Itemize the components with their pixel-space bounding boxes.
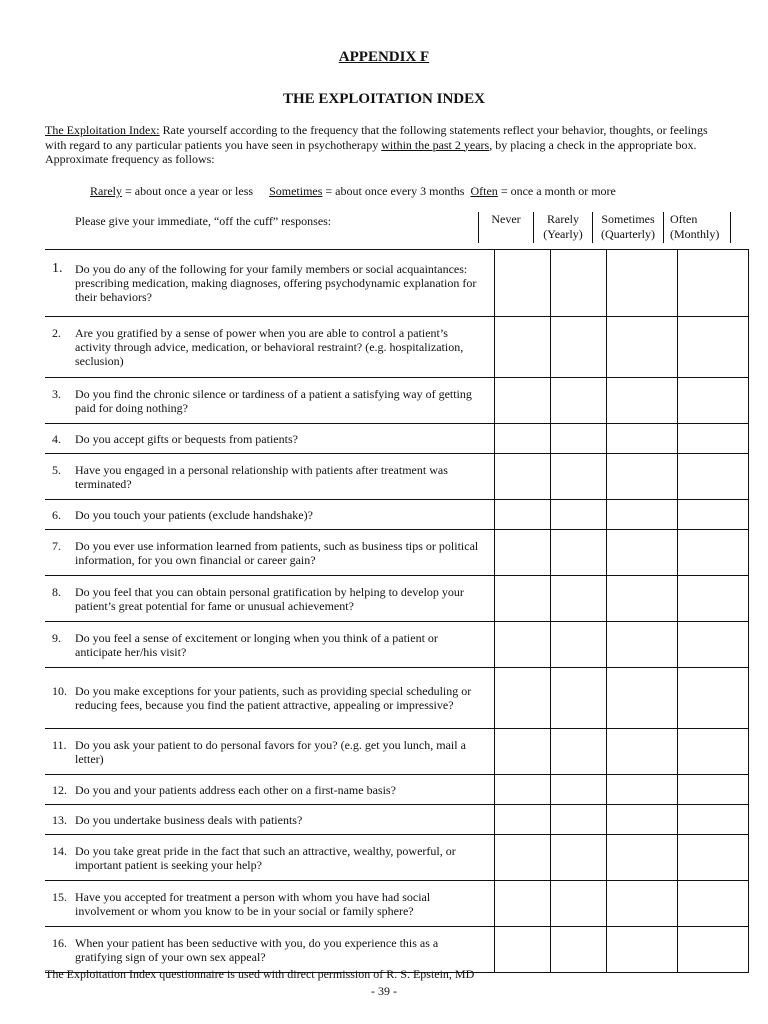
answer-box-sometimes[interactable]: [607, 576, 678, 622]
answer-box-often[interactable]: [678, 775, 749, 805]
answer-box-often[interactable]: [678, 805, 749, 835]
freq-rarely-text: = about once a year or less: [122, 184, 254, 198]
answer-box-rarely[interactable]: [551, 775, 607, 805]
appendix-title: APPENDIX F: [338, 49, 430, 65]
question-text: Do you take great pride in the fact that such an attractive, wealthy, powerful, or important patient is seeking your help?: [75, 843, 456, 872]
question-cell: [45, 622, 495, 668]
question-cell: [45, 775, 495, 805]
answer-box-never[interactable]: [495, 927, 551, 973]
answer-box-never[interactable]: [495, 775, 551, 805]
question-number: 9.: [52, 630, 61, 645]
freq-often-text: = once a month or more: [497, 184, 616, 198]
question-row: [45, 668, 749, 729]
question-cell: [45, 317, 495, 378]
answer-box-never[interactable]: [495, 454, 551, 500]
question-text: Do you make exceptions for your patients, such as providing special scheduling or reducing fees, because you find the patient attractive, appealing or impressive?: [75, 684, 472, 712]
answer-box-often[interactable]: [678, 250, 749, 317]
question-text: Do you ever use information learned from patients, such as business tips or political information, for you own financial or career gain?: [75, 538, 479, 567]
answer-box-never[interactable]: [495, 805, 551, 835]
intro-paragraph: [45, 123, 725, 167]
answer-box-often[interactable]: [678, 668, 749, 729]
header-divider: [730, 212, 731, 243]
answer-box-sometimes[interactable]: [607, 729, 678, 775]
answer-box-often[interactable]: [678, 317, 749, 378]
answer-box-rarely[interactable]: [551, 424, 607, 454]
answer-box-never[interactable]: [495, 729, 551, 775]
question-number: 11.: [52, 737, 67, 752]
question-number: 4.: [52, 431, 61, 446]
answer-box-never[interactable]: [495, 250, 551, 317]
question-number: 6.: [52, 507, 61, 522]
question-number: 5.: [52, 462, 61, 477]
response-prompt: Please give your immediate, “off the cuff” responses:: [75, 214, 332, 228]
question-cell: [45, 881, 495, 927]
question-cell: [45, 530, 495, 576]
answer-box-never[interactable]: [495, 668, 551, 729]
permission-footer: The Exploitation Index questionnaire is used with direct permission of R. S. Epstein, MD: [45, 967, 475, 981]
answer-box-sometimes[interactable]: [607, 775, 678, 805]
intro-text-2: , by placing a check in the appropriate box. Approximate frequency as follows:: [45, 137, 697, 166]
answer-box-often[interactable]: [678, 622, 749, 668]
question-number: 15.: [52, 889, 67, 904]
question-row: [45, 835, 749, 881]
answer-box-never[interactable]: [495, 576, 551, 622]
question-row: [45, 454, 749, 500]
question-row: [45, 317, 749, 378]
freq-sometimes-label: Sometimes: [269, 184, 323, 198]
answer-box-often[interactable]: [678, 454, 749, 500]
answer-box-rarely[interactable]: [551, 927, 607, 973]
question-number: 3.: [52, 386, 61, 401]
question-text: Do you touch your patients (exclude handshake)?: [75, 507, 313, 522]
freq-sometimes-text: = about once every 3 months: [322, 184, 465, 198]
column-header-rarely: Rarely (Yearly): [543, 212, 583, 241]
answer-box-often[interactable]: [678, 576, 749, 622]
question-row: [45, 378, 749, 424]
answer-box-rarely[interactable]: [551, 576, 607, 622]
questionnaire-table: [45, 249, 749, 973]
column-header-never: Never: [491, 212, 521, 226]
question-row: [45, 729, 749, 775]
answer-box-sometimes[interactable]: [607, 835, 678, 881]
answer-box-rarely[interactable]: [551, 378, 607, 424]
question-text: Have you accepted for treatment a person with whom you have had social involvement or whom you know to be in your social or family sphere?: [75, 889, 431, 918]
answer-box-sometimes[interactable]: [607, 378, 678, 424]
intro-label: The Exploitation Index:: [45, 123, 160, 137]
answer-box-often[interactable]: [678, 835, 749, 881]
answer-box-rarely[interactable]: [551, 881, 607, 927]
question-text: Do you feel that you can obtain personal gratification by helping to develop your patient’s great potential for fame or unusual achievement?: [75, 584, 464, 613]
answer-box-sometimes[interactable]: [607, 530, 678, 576]
question-text: Do you undertake business deals with patients?: [75, 812, 303, 827]
answer-box-rarely[interactable]: [551, 250, 607, 317]
intro-underlined: within the past 2 years: [381, 137, 490, 152]
answer-box-often[interactable]: [678, 378, 749, 424]
question-row: [45, 775, 749, 805]
answer-box-never[interactable]: [495, 622, 551, 668]
answer-box-rarely[interactable]: [551, 500, 607, 530]
question-cell: [45, 378, 495, 424]
question-text: Do you accept gifts or bequests from patients?: [75, 431, 298, 446]
question-row: [45, 881, 749, 927]
question-text: Do you ask your patient to do personal favors for you? (e.g. get you lunch, mail a letter): [75, 737, 466, 766]
question-text: Are you gratified by a sense of power when you are able to control a patient’s activity through advice, medication, or behavioral restraint? (e.g. hospitalization, seclusion): [75, 326, 464, 368]
freq-often-label: Often: [470, 184, 498, 198]
question-number: 16.: [52, 935, 67, 950]
answer-box-never[interactable]: [495, 530, 551, 576]
answer-box-rarely[interactable]: [551, 835, 607, 881]
freq-rarely-label: Rarely: [90, 184, 122, 198]
question-cell: [45, 835, 495, 881]
answer-box-rarely[interactable]: [551, 317, 607, 378]
answer-box-sometimes[interactable]: [607, 927, 678, 973]
page-number: - 39 -: [371, 984, 397, 998]
answer-box-sometimes[interactable]: [607, 424, 678, 454]
answer-box-never[interactable]: [495, 317, 551, 378]
answer-box-sometimes[interactable]: [607, 622, 678, 668]
question-row: [45, 250, 749, 317]
question-row: [45, 424, 749, 454]
answer-box-rarely[interactable]: [551, 729, 607, 775]
question-text: Do you and your patients address each other on a first-name basis?: [75, 782, 396, 797]
answer-box-never[interactable]: [495, 378, 551, 424]
answer-box-often[interactable]: [678, 927, 749, 973]
answer-box-rarely[interactable]: [551, 622, 607, 668]
answer-box-sometimes[interactable]: [607, 668, 678, 729]
question-number: 13.: [52, 812, 67, 827]
answer-box-often[interactable]: [678, 424, 749, 454]
question-text: Do you feel a sense of excitement or longing when you think of a patient or anticipate her/his visit?: [75, 630, 438, 659]
answer-box-sometimes[interactable]: [607, 500, 678, 530]
question-number: 10.: [52, 684, 67, 698]
question-cell: [45, 250, 495, 317]
question-cell: [45, 576, 495, 622]
answer-box-never[interactable]: [495, 835, 551, 881]
answer-box-sometimes[interactable]: [607, 317, 678, 378]
question-number: 8.: [52, 584, 61, 599]
question-number: 2.: [52, 326, 61, 340]
intro-text-1: Rate yourself according to the frequency that the following statements reflect your behavior, thoughts, or feelings with regard to any particular patients you have seen in psychotherapy: [45, 123, 708, 152]
answer-box-rarely[interactable]: [551, 668, 607, 729]
answer-box-often[interactable]: [678, 530, 749, 576]
question-row: [45, 927, 749, 973]
answer-box-often[interactable]: [678, 729, 749, 775]
frequency-legend: [90, 184, 616, 199]
page-title: THE EXPLOITATION INDEX: [283, 91, 485, 107]
question-number: 12.: [52, 782, 67, 797]
answer-box-sometimes[interactable]: [607, 881, 678, 927]
question-number: 14.: [52, 843, 67, 858]
answer-box-never[interactable]: [495, 881, 551, 927]
question-cell: [45, 668, 495, 729]
question-cell: [45, 424, 495, 454]
question-number: 7.: [52, 538, 61, 553]
question-row: [45, 622, 749, 668]
answer-box-rarely[interactable]: [551, 530, 607, 576]
question-text: When your patient has been seductive with you, do you experience this as a gratifying sign of your own sex appeal?: [75, 935, 439, 964]
question-text: Do you find the chronic silence or tardiness of a patient a satisfying way of getting paid for doing nothing?: [75, 386, 472, 415]
answer-box-rarely[interactable]: [551, 805, 607, 835]
question-cell: [45, 500, 495, 530]
answer-box-sometimes[interactable]: [607, 454, 678, 500]
question-row: [45, 500, 749, 530]
column-header-often: Often (Monthly): [670, 212, 720, 241]
question-row: [45, 805, 749, 835]
question-cell: [45, 927, 495, 973]
answer-box-often[interactable]: [678, 881, 749, 927]
answer-box-never[interactable]: [495, 424, 551, 454]
answer-box-often[interactable]: [678, 500, 749, 530]
question-number: 1.: [52, 261, 63, 276]
question-text: Have you engaged in a personal relationship with patients after treatment was terminated?: [75, 462, 448, 491]
answer-box-never[interactable]: [495, 500, 551, 530]
question-cell: [45, 729, 495, 775]
question-cell: [45, 454, 495, 500]
question-row: [45, 530, 749, 576]
question-text: Do you do any of the following for your family members or social acquaintances: prescribing medication, making diagnoses, offering psychodynamic explanation for their behaviors?: [75, 262, 477, 304]
answer-box-rarely[interactable]: [551, 454, 607, 500]
answer-box-sometimes[interactable]: [607, 805, 678, 835]
answer-box-sometimes[interactable]: [607, 250, 678, 317]
column-header-sometimes: Sometimes (Quarterly): [601, 212, 655, 241]
question-cell: [45, 805, 495, 835]
question-row: [45, 576, 749, 622]
